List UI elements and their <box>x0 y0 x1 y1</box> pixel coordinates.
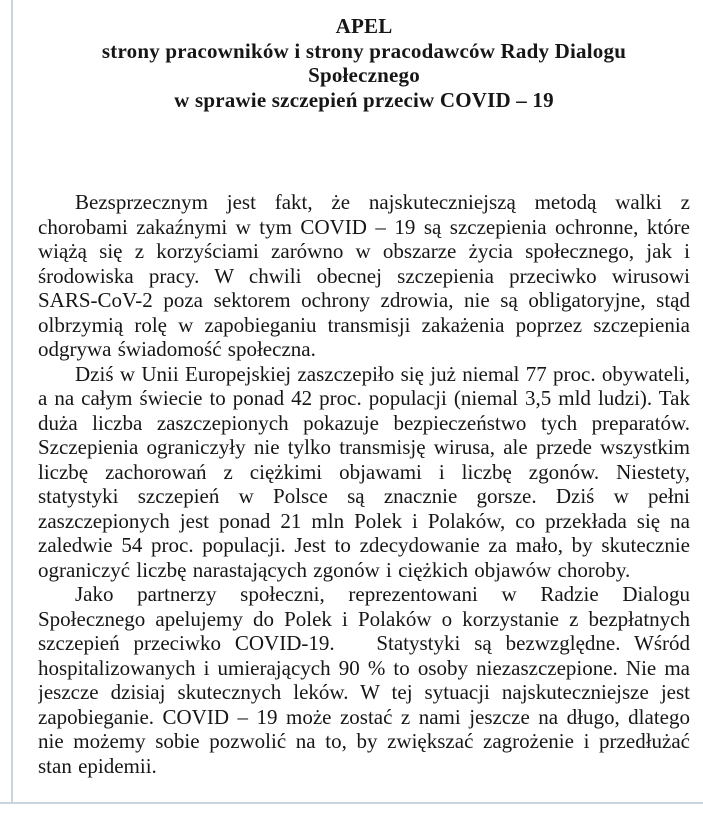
paragraph-3: Jako partnerzy społeczni, reprezentowani w Radzie Dialogu Społecznego apelujemy do Polek i Polaków o korzystanie z bezpłatnych szczepień przeciwko COVID-19. Statystyki są bezwzględne. Wśród hospitalizowanych i umierających 90 % to osoby niezaszczepione. Nie ma jeszcze dzisiaj skutecznych leków. W tej sytuacji najskuteczniejsze jest zapobieganie. COVID – 19 może zostać z nami jeszcze na długo, dlatego nie możemy sobie pozwolić na to, by zwiększać zagrożenie i przedłużać stan epidemii. <box>38 582 690 778</box>
title-line-1: APEL <box>335 14 393 38</box>
paragraph-1: Bezsprzecznym jest fakt, że najskuteczniejszą metodą walki z chorobami zakaźnymi w tym COVID – 19 są szczepienia ochronne, które wiążą się z korzyściami zarówno w obszarze życia społecznego, jak i środowiska pracy. W chwili obecnej szczepienia przeciwko wirusowi SARS-CoV-2 poza sektorem ochrony zdrowia, nie są obligatoryjne, stąd olbrzymią rolę w zapobieganiu transmisji zakażenia poprzez szczepienia odgrywa świadomość społeczna. <box>38 190 690 361</box>
title-line-2: strony pracowników i strony pracodawców Rady Dialogu <box>101 38 627 63</box>
paragraph-2: Dziś w Unii Europejskiej zaszczepiło się już niemal 77 proc. obywateli, a na całym świecie to ponad 42 proc. populacji (niemal 3,5 mld ludzi). Tak duża liczba zaszczepionych pokazuje bezpieczeństwo tych preparatów. Szczepienia ograniczyły nie tylko transmisję wirusa, ale przede wszystkim liczbę zachorowań z ciężkimi objawami i liczbę zgonów. Niestety, statystyki szczepień w Polsce są znacznie gorsze. Dziś w pełni zaszczepionych jest ponad 21 mln Polek i Polaków, co przekłada się na zaledwie 54 proc. populacji. Jest to zdecydowanie za mało, by skutecznie ograniczyć liczbę narastających zgonów i ciężkich objawów choroby. <box>38 361 690 582</box>
document-title <box>38 14 690 112</box>
page-bottom-border <box>0 802 703 804</box>
document-body <box>38 190 690 778</box>
title-line-4: w sprawie szczepień przeciw COVID – 19 <box>174 87 554 112</box>
page-left-border <box>11 0 13 803</box>
title-line-3: Społecznego <box>308 63 420 87</box>
document-content <box>38 14 690 803</box>
